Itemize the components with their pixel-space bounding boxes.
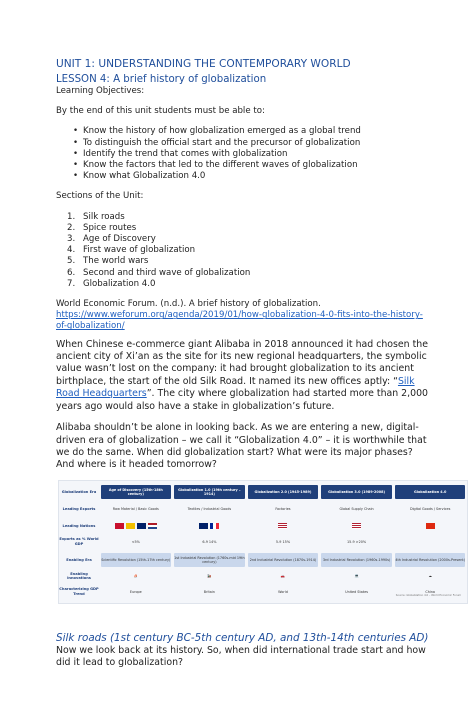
section-label: The world wars bbox=[83, 256, 149, 267]
era-cell: Globalization 4.0 bbox=[395, 485, 466, 499]
flag-icon bbox=[426, 523, 435, 529]
list-item: • Identify the trend that comes with globalization bbox=[73, 149, 429, 160]
flag-icon bbox=[210, 523, 219, 529]
unit-title: UNIT 1: UNDERSTANDING THE CONTEMPORARY WORLD bbox=[56, 58, 351, 70]
nations-row bbox=[59, 520, 467, 532]
row-label: Leading Exports bbox=[62, 507, 96, 512]
enabling-cell: 2nd Industrial Revolution (1870s-1914) bbox=[248, 553, 319, 567]
export-share-cell: 5-9 15% bbox=[275, 539, 291, 544]
list-item: • Know the factors that led to the different waves of globalization bbox=[73, 160, 429, 171]
cloud-icon: ☁ bbox=[428, 574, 432, 579]
list-item bbox=[67, 267, 429, 279]
flag-icon bbox=[148, 523, 157, 529]
para1-text-end: ”. The city where globalization had started more than 2,000 years ago would also have a stake in globalization’s future. bbox=[56, 388, 429, 412]
era-cell: Age of Discovery (15th-18th century) bbox=[101, 485, 172, 499]
sections-heading: Sections of the Unit: bbox=[56, 191, 144, 202]
para1-text-start: When Chinese e-commerce giant Alibaba in 2018 announced it had chosen the ancient city of Xi’an as the site for its new regional headquarters, the symbolic value wasn’t lost on the company: it had brought globalization to its ancient birthplace, the start of the old Silk Road. It named its new offices aptly: “ bbox=[56, 338, 428, 387]
list-item: • Know the history of how globalization emerged as a global trend bbox=[73, 126, 429, 137]
row-label: Globalization Era bbox=[61, 489, 97, 494]
figure-caption: Source: Globalization 4.0 – World Economic Forum bbox=[395, 593, 461, 597]
export-cell: Factories bbox=[275, 507, 291, 512]
list-item: • To distinguish the official start and the precursor of globalization bbox=[73, 138, 429, 149]
section-number: 7. bbox=[67, 278, 76, 289]
train-icon: 🚂 bbox=[207, 574, 212, 579]
list-item bbox=[67, 245, 429, 256]
row-label: Enabling Innovations bbox=[67, 571, 91, 581]
export-share-cell: 6-9 14% bbox=[202, 539, 217, 544]
gdp-trend-cell: Britain bbox=[203, 589, 215, 594]
globalization-eras-infographic bbox=[58, 480, 468, 604]
gdp-trend-cell: United States bbox=[345, 589, 369, 594]
section-label: Spice routes bbox=[83, 222, 137, 233]
body-paragraph-2: Alibaba shouldn’t be alone in looking back. As we are entering a new, digital-driven era of globalization – we call it “Globalization 4.0” – it is worthwhile that we do the same. When did globalization start? What were its major phases? And where is it headed tomorrow? bbox=[56, 422, 427, 471]
list-item: • Know what Globalization 4.0 bbox=[73, 171, 429, 182]
row-label: Enabling Era bbox=[66, 557, 92, 562]
flags-cell bbox=[248, 520, 319, 532]
flag-icon bbox=[126, 523, 135, 529]
gdp-trend-cell: Europe bbox=[129, 589, 142, 594]
era-cell: Globalization 2.0 (1945-1989) bbox=[248, 485, 319, 499]
row-label: Exports as % World GDP bbox=[59, 537, 99, 546]
flag-icon bbox=[199, 523, 208, 529]
section-label: Second and third wave of globalization bbox=[83, 267, 251, 278]
export-cell: Global Supply Chain bbox=[339, 507, 374, 512]
exports-row bbox=[59, 502, 467, 517]
export-share-cell: 15-9 >20% bbox=[347, 539, 367, 544]
section-label: Globalization 4.0 bbox=[83, 278, 156, 289]
flag-icon bbox=[352, 523, 361, 529]
section-label: Age of Discovery bbox=[83, 234, 156, 245]
flag-icon bbox=[278, 523, 287, 529]
section-number: 2. bbox=[67, 222, 76, 233]
section-label: First wave of globalization bbox=[83, 245, 196, 256]
objectives-list bbox=[73, 126, 429, 182]
enabling-cell: 4th Industrial Revolution (2000s-Present) bbox=[395, 553, 466, 567]
flags-cell bbox=[395, 520, 466, 532]
reference-link[interactable]: https://www.weforum.org/agenda/2019/01/how-globalization-4-0-fits-into-the-history-of-globalization/ bbox=[56, 310, 423, 332]
export-cell: Raw Material / Basic Goods bbox=[112, 507, 159, 512]
gdp-trend-cell: World bbox=[278, 589, 288, 594]
body-paragraph-1 bbox=[56, 339, 429, 413]
list-item bbox=[67, 222, 429, 234]
gdp-trend-cell: China bbox=[425, 589, 436, 594]
enabling-cell: 3rd Industrial Revolution (1960s-1990s) bbox=[321, 553, 392, 567]
section-number: 4. bbox=[67, 245, 76, 256]
enabling-row bbox=[59, 553, 467, 567]
flags-cell bbox=[174, 520, 245, 532]
flags-cell bbox=[321, 520, 392, 532]
flag-icon bbox=[137, 523, 146, 529]
objectives-heading: Learning Objectives: bbox=[56, 86, 145, 96]
car-icon: 🚗 bbox=[280, 574, 286, 579]
computer-icon: 💻 bbox=[354, 574, 359, 579]
export-share-cell bbox=[395, 535, 466, 549]
era-cell: Globalization 1.0 (19th century – 1914) bbox=[174, 485, 245, 499]
innovations-row bbox=[59, 570, 467, 583]
list-item bbox=[67, 278, 429, 290]
ship-icon: ⛵ bbox=[133, 574, 138, 579]
section-number: 6. bbox=[67, 267, 76, 278]
era-row bbox=[59, 485, 467, 499]
list-item bbox=[67, 211, 429, 223]
sections-list bbox=[67, 211, 429, 290]
silk-roads-text: Now we look back at its history. So, when did international trade start and how did it lead to globalization? bbox=[56, 644, 426, 669]
row-label: Leading Nations bbox=[62, 523, 96, 528]
section-number: 5. bbox=[67, 256, 76, 267]
export-cell: Textiles / Industrial Goods bbox=[187, 507, 232, 512]
section-number: 3. bbox=[67, 234, 76, 245]
export-share-row bbox=[59, 535, 467, 549]
enabling-cell: 1st Industrial Revolution (1760s-mid 19th century) bbox=[174, 553, 245, 567]
section-number: 1. bbox=[67, 211, 76, 222]
flags-cell bbox=[101, 520, 172, 532]
reference-citation: World Economic Forum. (n.d.). A brief history of globalization. bbox=[56, 299, 321, 310]
silk-roads-heading: Silk roads (1st century BC-5th century AD, and 13th-14th centuries AD) bbox=[56, 631, 429, 644]
list-item bbox=[67, 234, 429, 245]
era-cell: Globalization 3.0 (1989-2008) bbox=[321, 485, 392, 499]
objectives-intro: By the end of this unit students must be able to: bbox=[56, 106, 265, 117]
flag-icon bbox=[115, 523, 124, 529]
lesson-title: LESSON 4: A brief history of globalization bbox=[56, 74, 267, 85]
enabling-cell: Scientific Revolution (15th-17th century) bbox=[101, 553, 172, 567]
export-share-cell: <5% bbox=[131, 539, 140, 544]
section-label: Silk roads bbox=[83, 211, 125, 222]
row-label: Characterizing GDP Trend bbox=[59, 587, 99, 596]
silk-road-hq-link[interactable]: Silk Road Headquarters bbox=[56, 375, 415, 400]
list-item bbox=[67, 256, 429, 267]
export-cell: Digital Goods / Services bbox=[409, 507, 451, 512]
